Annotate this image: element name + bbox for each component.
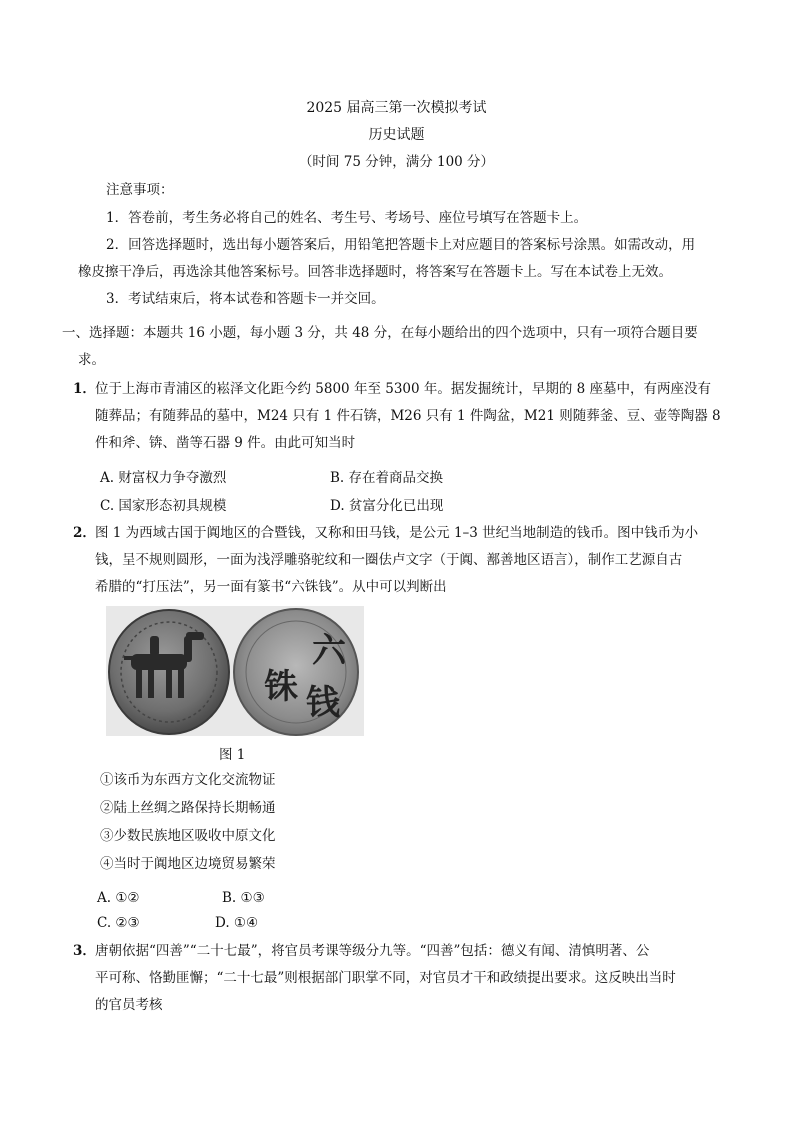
section-heading: 一、选择题：本题共 16 小题，每小题 3 分，共 48 分，在每小题给出的四个选项中，只有一项符合题目要 [62,325,698,341]
coin-figure [106,606,364,736]
question-number: 1． [73,381,96,397]
question-text: 平可称、恪勤匪懈；“二十七最”则根据部门职掌不同，对官员才干和政绩提出要求。这反映出当时 [95,970,676,986]
statement-item: ①该币为东西方文化交流物证 [100,772,276,788]
question-text: 的官员考核 [95,997,163,1013]
option-d[interactable]: D. 贫富分化已出现 [330,498,444,514]
statement-item: ④当时于阗地区边境贸易繁荣 [100,856,276,872]
notice-heading: 注意事项： [106,182,174,198]
exam-title: 2025 届高三第一次模拟考试 [306,100,487,116]
option-c[interactable]: C. 国家形态初具规模 [100,498,227,514]
question-number: 2． [73,525,96,541]
option-b[interactable]: B. 存在着商品交换 [330,470,444,486]
notice-item: 橡皮擦干净后，再选涂其他答案标号。回答非选择题时，将答案写在答题卡上。写在本试卷上无效。 [78,264,672,280]
coin-image [106,606,364,736]
statement-item: ②陆上丝绸之路保持长期畅通 [100,800,276,816]
question-text: 图 1 为西域古国于阗地区的合暨钱，又称和田马钱，是公元 1–3 世纪当地制造的钱币。图中钱币为小 [95,525,699,541]
question-number: 3． [73,943,96,959]
option-a[interactable]: A. 财富权力争夺激烈 [100,470,227,486]
option-b[interactable]: B. ①③ [222,890,265,906]
question-text: 件和斧、锛、凿等石器 9 件。由此可知当时 [95,435,356,451]
coin-character: 六 [312,631,346,671]
section-heading-cont: 求。 [78,352,105,368]
notice-item: 3．考试结束后，将本试卷和答题卡一并交回。 [106,291,385,307]
notice-item: 2．回答选择题时，选出每小题答案后，用铅笔把答题卡上对应题目的答案标号涂黑。如需改动，用 [106,237,696,253]
question-text: 唐朝依据“四善”“二十七最”，将官员考课等级分九等。“四善”包括：德义有闻、清慎明著、公 [95,943,650,959]
notice-item: 1．答卷前，考生务必将自己的姓名、考生号、考场号、座位号填写在答题卡上。 [106,210,588,226]
question-text: 希腊的“打压法”，另一面有篆书“六铢钱”。从中可以判断出 [95,579,447,595]
question-text: 随葬品；有随葬品的墓中，M24 只有 1 件石锛，M26 只有 1 件陶盆，M21 则随葬釜、豆、壶等陶器 8 [95,408,721,424]
statement-item: ③少数民族地区吸收中原文化 [100,828,276,844]
option-a[interactable]: A. ①② [97,890,140,906]
coin-character: 钱 [306,683,340,723]
question-text: 钱，呈不规则圆形，一面为浅浮雕骆驼纹和一圈佉卢文字（于阗、鄯善地区语言），制作工艺源自古 [95,552,683,568]
figure-caption: 图 1 [219,747,246,763]
exam-info: （时间 75 分钟，满分 100 分） [298,154,495,170]
question-text: 位于上海市青浦区的崧泽文化距今约 5800 年至 5300 年。据发掘统计，早期的 8 座墓中，有两座没有 [95,381,712,397]
coin-character: 铢 [264,667,298,707]
option-c[interactable]: C. ②③ [97,915,140,931]
option-d[interactable]: D. ①④ [215,915,259,931]
exam-subject: 历史试题 [368,127,425,143]
